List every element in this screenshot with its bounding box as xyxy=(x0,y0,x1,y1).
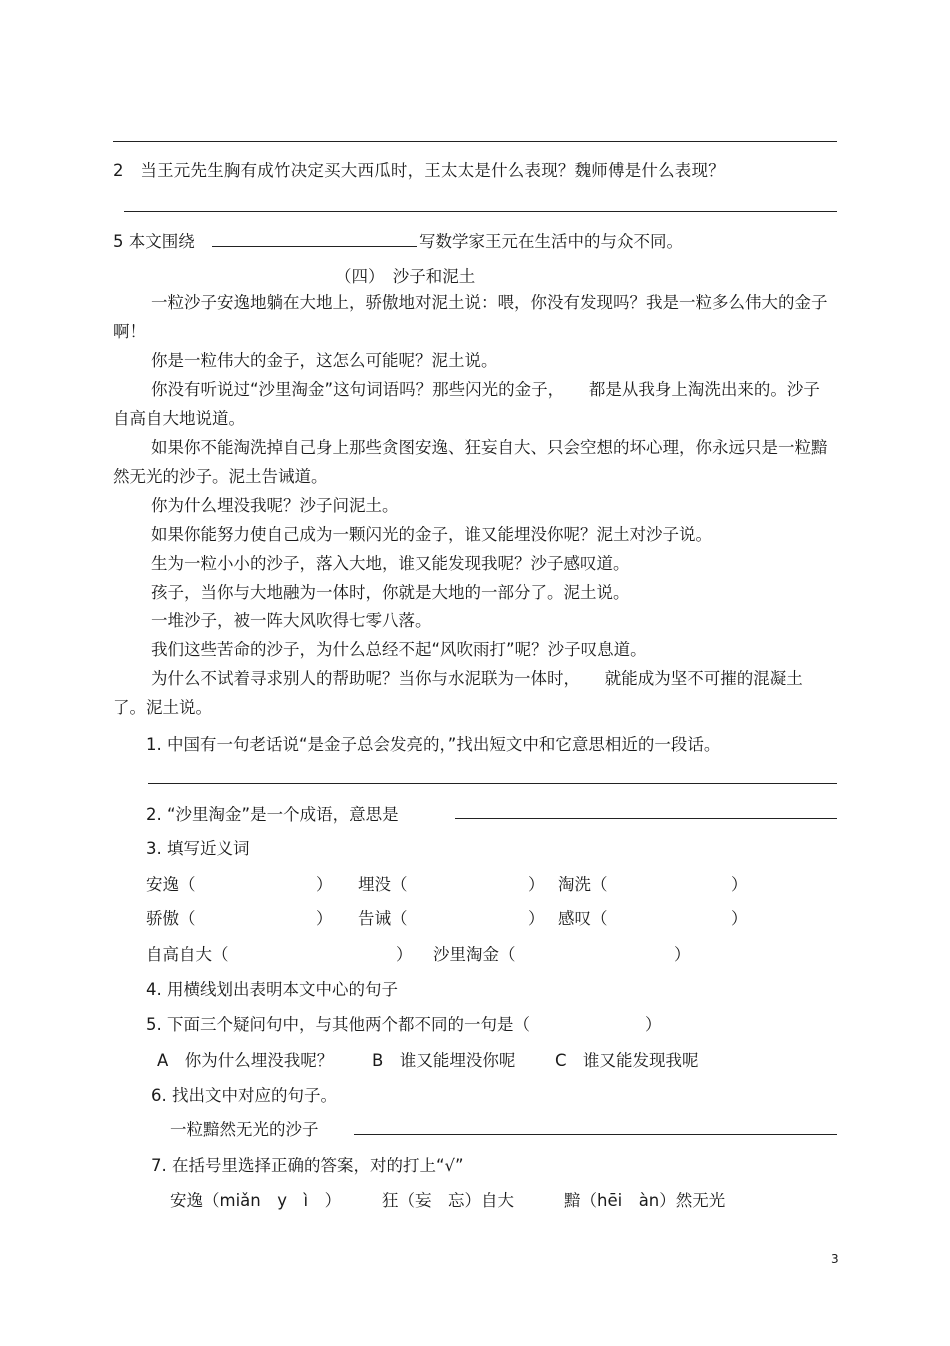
synonym-label: 自高自大（ xyxy=(146,945,229,964)
question-6: 6. 找出文中对应的句子。 xyxy=(151,1086,337,1105)
option-c: C 谁又能发现我呢 xyxy=(555,1051,699,1070)
synonym-label: 感叹（ xyxy=(558,909,608,928)
answer-line xyxy=(455,818,837,819)
paragraph: 一粒沙子安逸地躺在大地上，骄傲地对泥土说：喂，你没有发现吗？我是一粒多么伟大的金子啊！ xyxy=(113,293,828,341)
q7-item: 安逸（miǎn y ì ） xyxy=(170,1191,342,1210)
q7-item: 狂（妄 忘）自大 xyxy=(382,1191,514,1210)
question-6-item: 一粒黯然无光的沙子 xyxy=(170,1120,319,1139)
section3-q5-prefix: 5 本文围绕 xyxy=(113,232,195,251)
synonym-close: ） xyxy=(528,875,545,894)
section3-q2: 2 当王元先生胸有成竹决定买大西瓜时，王太太是什么表现？魏师傅是什么表现？ xyxy=(113,161,725,180)
paragraph: 你没有听说过“沙里淘金”这句词语吗？那些闪光的金子， 都是从我身上淘洗出来的。沙子自高自大地说道。 xyxy=(113,380,820,428)
question-7: 7. 在括号里选择正确的答案，对的打上“√” xyxy=(151,1156,464,1175)
question-1: 1. 中国有一句老话说“是金子总会发亮的，”找出短文中和它意思相近的一段话。 xyxy=(146,735,721,754)
answer-line xyxy=(124,211,837,212)
paragraph: 如果你不能淘洗掉自己身上那些贪图安逸、狂妄自大、只会空想的坏心理，你永远只是一粒黯然无光的沙子。泥土告诫道。 xyxy=(113,438,828,486)
paragraph: 你为什么埋没我呢？沙子问泥土。 xyxy=(151,496,399,515)
option-a: A 你为什么埋没我呢？ xyxy=(157,1051,334,1070)
synonym-label: 淘洗（ xyxy=(558,875,608,894)
synonym-label: 埋没（ xyxy=(358,875,408,894)
option-b: B 谁又能埋没你呢 xyxy=(372,1051,516,1070)
answer-line xyxy=(148,783,837,784)
synonym-label: 告诫（ xyxy=(358,909,408,928)
question-5: 5. 下面三个疑问句中，与其他两个都不同的一句是（ xyxy=(146,1015,530,1034)
question-5-close: ） xyxy=(645,1015,662,1034)
answer-line xyxy=(354,1134,837,1135)
question-4: 4. 用横线划出表明本文中心的句子 xyxy=(146,980,398,999)
section-title: （四） 沙子和泥土 xyxy=(335,267,476,286)
question-3: 3. 填写近义词 xyxy=(146,839,250,858)
paragraph: 孩子，当你与大地融为一体时，你就是大地的一部分了。泥土说。 xyxy=(151,583,630,602)
paragraph: 生为一粒小小的沙子，落入大地，谁又能发现我呢？沙子感叹道。 xyxy=(151,554,630,573)
synonym-close: ） xyxy=(396,945,413,964)
fill-blank-line xyxy=(212,246,417,247)
synonym-close: ） xyxy=(528,909,545,928)
paragraph: 如果你能努力使自己成为一颗闪光的金子，谁又能埋没你呢？泥土对沙子说。 xyxy=(151,525,712,544)
synonym-label: 骄傲（ xyxy=(146,909,196,928)
answer-line xyxy=(113,141,837,142)
synonym-close: ） xyxy=(316,875,333,894)
synonym-label: 安逸（ xyxy=(146,875,196,894)
page-number: 3 xyxy=(831,1252,839,1266)
paragraph: 为什么不试着寻求别人的帮助呢？当你与水泥联为一体时， 就能成为坚不可摧的混凝土了。泥土说。 xyxy=(113,669,803,717)
synonym-close: ） xyxy=(316,909,333,928)
section3-q5-suffix: 写数学家王元在生活中的与众不同。 xyxy=(419,232,683,251)
paragraph: 我们这些苦命的沙子，为什么总经不起“风吹雨打”呢？沙子叹息道。 xyxy=(151,640,647,659)
paragraph: 一堆沙子，被一阵大风吹得七零八落。 xyxy=(151,611,432,630)
synonym-label: 沙里淘金（ xyxy=(433,945,516,964)
synonym-close: ） xyxy=(731,909,748,928)
paragraph: 你是一粒伟大的金子，这怎么可能呢？泥土说。 xyxy=(151,351,498,370)
synonym-close: ） xyxy=(731,875,748,894)
question-2: 2. “沙里淘金”是一个成语，意思是 xyxy=(146,805,399,824)
q7-item: 黯（hēi àn）然无光 xyxy=(564,1191,726,1210)
synonym-close: ） xyxy=(674,945,691,964)
